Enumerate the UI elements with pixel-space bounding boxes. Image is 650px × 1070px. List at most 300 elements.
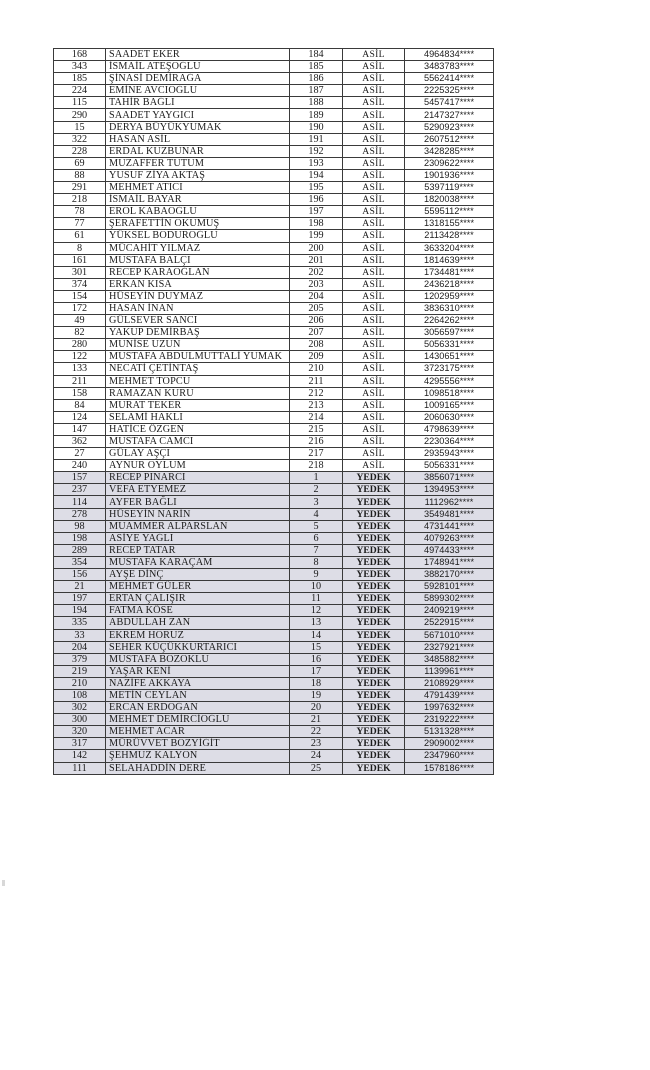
cell-applicant-no: 98 [54, 520, 106, 532]
cell-applicant-no: 172 [54, 302, 106, 314]
table-row [54, 375, 494, 387]
cell-rank: 204 [290, 290, 343, 302]
cell-full-name: GÜLSEVER SANCI [106, 315, 290, 327]
cell-rank: 216 [290, 436, 343, 448]
cell-full-name: MUSTAFA BOZOKLU [106, 653, 290, 665]
cell-rank: 23 [290, 738, 343, 750]
cell-applicant-no: 61 [54, 230, 106, 242]
cell-id-number: 3549481**** [405, 508, 494, 520]
cell-applicant-no: 194 [54, 605, 106, 617]
cell-applicant-no: 124 [54, 411, 106, 423]
cell-rank: 9 [290, 569, 343, 581]
cell-id-number: 3836310**** [405, 302, 494, 314]
cell-status: ASİL [343, 460, 405, 472]
cell-status: YEDEK [343, 762, 405, 774]
cell-id-number: 2060630**** [405, 411, 494, 423]
cell-status: YEDEK [343, 532, 405, 544]
cell-applicant-no: 218 [54, 194, 106, 206]
table-row [54, 145, 494, 157]
table-row [54, 653, 494, 665]
cell-full-name: METİN CEYLAN [106, 689, 290, 701]
cell-applicant-no: 317 [54, 738, 106, 750]
cell-rank: 202 [290, 266, 343, 278]
cell-id-number: 1748941**** [405, 556, 494, 568]
cell-status: YEDEK [343, 702, 405, 714]
cell-rank: 197 [290, 206, 343, 218]
cell-rank: 2 [290, 484, 343, 496]
cell-full-name: YÜKSEL BODUROĞLU [106, 230, 290, 242]
cell-applicant-no: 302 [54, 702, 106, 714]
cell-applicant-no: 21 [54, 581, 106, 593]
cell-id-number: 1814639**** [405, 254, 494, 266]
table-row [54, 254, 494, 266]
cell-rank: 213 [290, 399, 343, 411]
cell-rank: 218 [290, 460, 343, 472]
cell-applicant-no: 224 [54, 85, 106, 97]
table-row [54, 448, 494, 460]
table-row [54, 520, 494, 532]
cell-id-number: 4731441**** [405, 520, 494, 532]
cell-status: ASİL [343, 387, 405, 399]
table-row [54, 532, 494, 544]
table-row [54, 133, 494, 145]
cell-full-name: EROL KABAOĞLU [106, 206, 290, 218]
cell-id-number: 2113428**** [405, 230, 494, 242]
cell-applicant-no: 210 [54, 677, 106, 689]
cell-applicant-no: 111 [54, 762, 106, 774]
cell-status: ASİL [343, 157, 405, 169]
cell-full-name: MÜCAHİT YILMAZ [106, 242, 290, 254]
cell-full-name: SAADET EKER [106, 49, 290, 61]
cell-full-name: ERCAN ERDOĞAN [106, 702, 290, 714]
table-row [54, 665, 494, 677]
cell-id-number: 2327921**** [405, 641, 494, 653]
cell-id-number: 1997632**** [405, 702, 494, 714]
cell-applicant-no: 49 [54, 315, 106, 327]
cell-full-name: RECEP TATAR [106, 544, 290, 556]
table-row [54, 641, 494, 653]
cell-rank: 25 [290, 762, 343, 774]
cell-applicant-no: 88 [54, 169, 106, 181]
cell-applicant-no: 291 [54, 182, 106, 194]
cell-status: ASİL [343, 448, 405, 460]
cell-full-name: AYŞE DİNÇ [106, 569, 290, 581]
cell-id-number: 2225325**** [405, 85, 494, 97]
cell-id-number: 5899302**** [405, 593, 494, 605]
table-row [54, 726, 494, 738]
cell-applicant-no: 237 [54, 484, 106, 496]
cell-id-number: 2935943**** [405, 448, 494, 460]
table-row [54, 399, 494, 411]
cell-applicant-no: 185 [54, 73, 106, 85]
cell-rank: 12 [290, 605, 343, 617]
cell-status: ASİL [343, 254, 405, 266]
cell-applicant-no: 69 [54, 157, 106, 169]
table-row [54, 327, 494, 339]
table-row [54, 206, 494, 218]
cell-full-name: ERKAN KISA [106, 278, 290, 290]
cell-id-number: 2147327**** [405, 109, 494, 121]
cell-status: YEDEK [343, 738, 405, 750]
cell-full-name: ASİYE YAĞLI [106, 532, 290, 544]
cell-full-name: MUSTAFA CAMCI [106, 436, 290, 448]
cell-status: ASİL [343, 194, 405, 206]
cell-full-name: RECEP PINARCI [106, 472, 290, 484]
cell-rank: 207 [290, 327, 343, 339]
cell-rank: 208 [290, 339, 343, 351]
cell-status: ASİL [343, 339, 405, 351]
cell-status: ASİL [343, 73, 405, 85]
cell-rank: 205 [290, 302, 343, 314]
cell-rank: 4 [290, 508, 343, 520]
cell-status: ASİL [343, 266, 405, 278]
cell-applicant-no: 320 [54, 726, 106, 738]
results-table-body [54, 49, 494, 775]
cell-applicant-no: 142 [54, 750, 106, 762]
cell-full-name: MEHMET ATICI [106, 182, 290, 194]
cell-applicant-no: 33 [54, 629, 106, 641]
cell-status: ASİL [343, 49, 405, 61]
cell-full-name: SEHER KÜÇÜKKURTARICI [106, 641, 290, 653]
cell-applicant-no: 78 [54, 206, 106, 218]
cell-applicant-no: 335 [54, 617, 106, 629]
table-row [54, 302, 494, 314]
cell-full-name: HÜSEYİN NARİN [106, 508, 290, 520]
cell-status: ASİL [343, 302, 405, 314]
table-row [54, 738, 494, 750]
cell-applicant-no: 168 [54, 49, 106, 61]
cell-applicant-no: 290 [54, 109, 106, 121]
cell-applicant-no: 211 [54, 375, 106, 387]
cell-id-number: 1112962**** [405, 496, 494, 508]
cell-status: ASİL [343, 363, 405, 375]
cell-full-name: MEHMET DEMİRCİOĞLU [106, 714, 290, 726]
cell-full-name: İSMAİL ATEŞOĞLU [106, 61, 290, 73]
cell-applicant-no: 219 [54, 665, 106, 677]
table-row [54, 496, 494, 508]
cell-rank: 18 [290, 677, 343, 689]
cell-rank: 199 [290, 230, 343, 242]
cell-full-name: HASAN ASİL [106, 133, 290, 145]
cell-applicant-no: 161 [54, 254, 106, 266]
cell-status: YEDEK [343, 484, 405, 496]
cell-full-name: RECEP KARAOĞLAN [106, 266, 290, 278]
cell-applicant-no: 228 [54, 145, 106, 157]
cell-id-number: 3882170**** [405, 569, 494, 581]
cell-full-name: MUSTAFA BALÇI [106, 254, 290, 266]
cell-full-name: MEHMET GÜLER [106, 581, 290, 593]
cell-status: YEDEK [343, 593, 405, 605]
cell-full-name: DERYA BÜYÜKYUMAK [106, 121, 290, 133]
cell-rank: 198 [290, 218, 343, 230]
cell-status: YEDEK [343, 689, 405, 701]
table-row [54, 157, 494, 169]
table-row [54, 581, 494, 593]
cell-id-number: 1901936**** [405, 169, 494, 181]
cell-full-name: EKREM HORUZ [106, 629, 290, 641]
cell-full-name: HÜSEYİN DUYMAZ [106, 290, 290, 302]
cell-status: ASİL [343, 97, 405, 109]
table-row [54, 436, 494, 448]
cell-full-name: SAADET YAYGICI [106, 109, 290, 121]
cell-rank: 22 [290, 726, 343, 738]
table-row [54, 387, 494, 399]
cell-applicant-no: 154 [54, 290, 106, 302]
table-row [54, 605, 494, 617]
cell-full-name: HASAN İNAN [106, 302, 290, 314]
cell-status: ASİL [343, 290, 405, 302]
cell-full-name: NAZİFE AKKAYA [106, 677, 290, 689]
cell-rank: 14 [290, 629, 343, 641]
cell-rank: 209 [290, 351, 343, 363]
cell-applicant-no: 133 [54, 363, 106, 375]
cell-full-name: YAKUP DEMİRBAŞ [106, 327, 290, 339]
cell-id-number: 1578186**** [405, 762, 494, 774]
table-row [54, 472, 494, 484]
cell-id-number: 1202959**** [405, 290, 494, 302]
cell-id-number: 5056331**** [405, 460, 494, 472]
cell-applicant-no: 322 [54, 133, 106, 145]
cell-rank: 217 [290, 448, 343, 460]
cell-id-number: 1009165**** [405, 399, 494, 411]
table-row [54, 230, 494, 242]
cell-status: ASİL [343, 399, 405, 411]
cell-rank: 185 [290, 61, 343, 73]
cell-id-number: 5290923**** [405, 121, 494, 133]
cell-full-name: MÜRÜVVET BOZYİĞİT [106, 738, 290, 750]
cell-rank: 20 [290, 702, 343, 714]
cell-rank: 8 [290, 556, 343, 568]
cell-status: ASİL [343, 182, 405, 194]
cell-applicant-no: 122 [54, 351, 106, 363]
cell-status: ASİL [343, 109, 405, 121]
cell-full-name: FATMA KÖSE [106, 605, 290, 617]
cell-status: YEDEK [343, 617, 405, 629]
cell-rank: 3 [290, 496, 343, 508]
cell-full-name: MUSTAFA KARAÇAM [106, 556, 290, 568]
cell-rank: 189 [290, 109, 343, 121]
cell-rank: 211 [290, 375, 343, 387]
cell-status: ASİL [343, 411, 405, 423]
cell-status: ASİL [343, 242, 405, 254]
cell-id-number: 3483783**** [405, 61, 494, 73]
cell-applicant-no: 278 [54, 508, 106, 520]
cell-full-name: TAHİR BAĞLI [106, 97, 290, 109]
cell-rank: 13 [290, 617, 343, 629]
cell-id-number: 1430651**** [405, 351, 494, 363]
cell-full-name: ERDAL KUZBUNAR [106, 145, 290, 157]
cell-id-number: 1820038**** [405, 194, 494, 206]
cell-id-number: 5595112**** [405, 206, 494, 218]
cell-rank: 186 [290, 73, 343, 85]
cell-id-number: 2309622**** [405, 157, 494, 169]
cell-id-number: 4964834**** [405, 49, 494, 61]
table-row [54, 339, 494, 351]
cell-rank: 188 [290, 97, 343, 109]
cell-status: ASİL [343, 85, 405, 97]
cell-id-number: 4791439**** [405, 689, 494, 701]
cell-id-number: 4798639**** [405, 423, 494, 435]
table-row [54, 689, 494, 701]
cell-applicant-no: 84 [54, 399, 106, 411]
cell-rank: 200 [290, 242, 343, 254]
cell-applicant-no: 240 [54, 460, 106, 472]
cell-id-number: 2347960**** [405, 750, 494, 762]
table-row [54, 484, 494, 496]
cell-id-number: 2909002**** [405, 738, 494, 750]
table-row [54, 182, 494, 194]
table-row [54, 242, 494, 254]
cell-full-name: MUNİSE UZUN [106, 339, 290, 351]
cell-full-name: ŞEHMUZ KALYON [106, 750, 290, 762]
table-row [54, 423, 494, 435]
cell-rank: 215 [290, 423, 343, 435]
cell-full-name: MUSTAFA ABDULMUTTALİ YUMAK [106, 351, 290, 363]
cell-status: YEDEK [343, 496, 405, 508]
cell-id-number: 2522915**** [405, 617, 494, 629]
table-row [54, 73, 494, 85]
table-row [54, 593, 494, 605]
cell-rank: 193 [290, 157, 343, 169]
cell-full-name: ŞİNASİ DEMİRAĞA [106, 73, 290, 85]
cell-applicant-no: 8 [54, 242, 106, 254]
cell-id-number: 2264262**** [405, 315, 494, 327]
cell-status: ASİL [343, 61, 405, 73]
cell-full-name: MEHMET TOPCU [106, 375, 290, 387]
cell-id-number: 1394953**** [405, 484, 494, 496]
results-table [53, 48, 494, 775]
cell-status: YEDEK [343, 581, 405, 593]
cell-full-name: MEHMET ACAR [106, 726, 290, 738]
cell-rank: 24 [290, 750, 343, 762]
cell-status: YEDEK [343, 714, 405, 726]
cell-id-number: 1734481**** [405, 266, 494, 278]
table-row [54, 194, 494, 206]
cell-id-number: 4079263**** [405, 532, 494, 544]
cell-id-number: 3723175**** [405, 363, 494, 375]
table-row [54, 266, 494, 278]
cell-status: ASİL [343, 121, 405, 133]
table-row [54, 218, 494, 230]
cell-rank: 21 [290, 714, 343, 726]
cell-status: ASİL [343, 375, 405, 387]
cell-full-name: MUAMMER ALPARSLAN [106, 520, 290, 532]
cell-applicant-no: 379 [54, 653, 106, 665]
cell-applicant-no: 280 [54, 339, 106, 351]
cell-id-number: 2108929**** [405, 677, 494, 689]
cell-id-number: 5056331**** [405, 339, 494, 351]
table-row [54, 629, 494, 641]
cell-id-number: 3485882**** [405, 653, 494, 665]
cell-status: YEDEK [343, 472, 405, 484]
cell-id-number: 5671010**** [405, 629, 494, 641]
cell-full-name: RAMAZAN KURU [106, 387, 290, 399]
cell-applicant-no: 82 [54, 327, 106, 339]
cell-rank: 212 [290, 387, 343, 399]
cell-applicant-no: 27 [54, 448, 106, 460]
cell-rank: 17 [290, 665, 343, 677]
cell-applicant-no: 198 [54, 532, 106, 544]
cell-status: YEDEK [343, 665, 405, 677]
cell-applicant-no: 157 [54, 472, 106, 484]
cell-full-name: AYFER BAĞLI [106, 496, 290, 508]
cell-full-name: EMİNE AVCIOĞLU [106, 85, 290, 97]
cell-status: ASİL [343, 436, 405, 448]
cell-status: ASİL [343, 145, 405, 157]
table-row [54, 508, 494, 520]
cell-status: YEDEK [343, 556, 405, 568]
cell-id-number: 5397119**** [405, 182, 494, 194]
cell-full-name: YAŞAR KENİ [106, 665, 290, 677]
cell-id-number: 4974433**** [405, 544, 494, 556]
table-row [54, 315, 494, 327]
cell-id-number: 1139961**** [405, 665, 494, 677]
cell-rank: 210 [290, 363, 343, 375]
cell-full-name: HATİCE ÖZGEN [106, 423, 290, 435]
cell-id-number: 5457417**** [405, 97, 494, 109]
cell-applicant-no: 115 [54, 97, 106, 109]
cell-full-name: GÜLAY AŞÇI [106, 448, 290, 460]
cell-status: ASİL [343, 230, 405, 242]
cell-applicant-no: 77 [54, 218, 106, 230]
table-row [54, 121, 494, 133]
cell-full-name: SELAMİ HAKLI [106, 411, 290, 423]
cell-applicant-no: 300 [54, 714, 106, 726]
cell-rank: 10 [290, 581, 343, 593]
table-row [54, 278, 494, 290]
cell-id-number: 2230364**** [405, 436, 494, 448]
cell-status: YEDEK [343, 605, 405, 617]
cell-status: YEDEK [343, 653, 405, 665]
scan-artifact [2, 880, 5, 886]
table-row [54, 750, 494, 762]
cell-id-number: 2319222**** [405, 714, 494, 726]
cell-rank: 194 [290, 169, 343, 181]
table-row [54, 351, 494, 363]
cell-full-name: ERTAN ÇALIŞIR [106, 593, 290, 605]
cell-rank: 7 [290, 544, 343, 556]
cell-rank: 195 [290, 182, 343, 194]
cell-applicant-no: 289 [54, 544, 106, 556]
cell-status: ASİL [343, 315, 405, 327]
table-row [54, 544, 494, 556]
cell-full-name: NECATİ ÇETİNTAŞ [106, 363, 290, 375]
cell-rank: 206 [290, 315, 343, 327]
cell-id-number: 5562414**** [405, 73, 494, 85]
table-row [54, 702, 494, 714]
cell-applicant-no: 158 [54, 387, 106, 399]
table-row [54, 109, 494, 121]
cell-status: YEDEK [343, 629, 405, 641]
cell-full-name: İSMAİL BAYAR [106, 194, 290, 206]
table-row [54, 290, 494, 302]
cell-id-number: 2409219**** [405, 605, 494, 617]
cell-full-name: VEFA ETYEMEZ [106, 484, 290, 496]
cell-status: ASİL [343, 169, 405, 181]
cell-applicant-no: 197 [54, 593, 106, 605]
cell-status: ASİL [343, 133, 405, 145]
cell-status: YEDEK [343, 726, 405, 738]
cell-rank: 214 [290, 411, 343, 423]
cell-applicant-no: 156 [54, 569, 106, 581]
cell-rank: 187 [290, 85, 343, 97]
cell-applicant-no: 15 [54, 121, 106, 133]
cell-id-number: 3633204**** [405, 242, 494, 254]
table-row [54, 169, 494, 181]
table-row [54, 762, 494, 774]
cell-rank: 192 [290, 145, 343, 157]
cell-id-number: 1318155**** [405, 218, 494, 230]
